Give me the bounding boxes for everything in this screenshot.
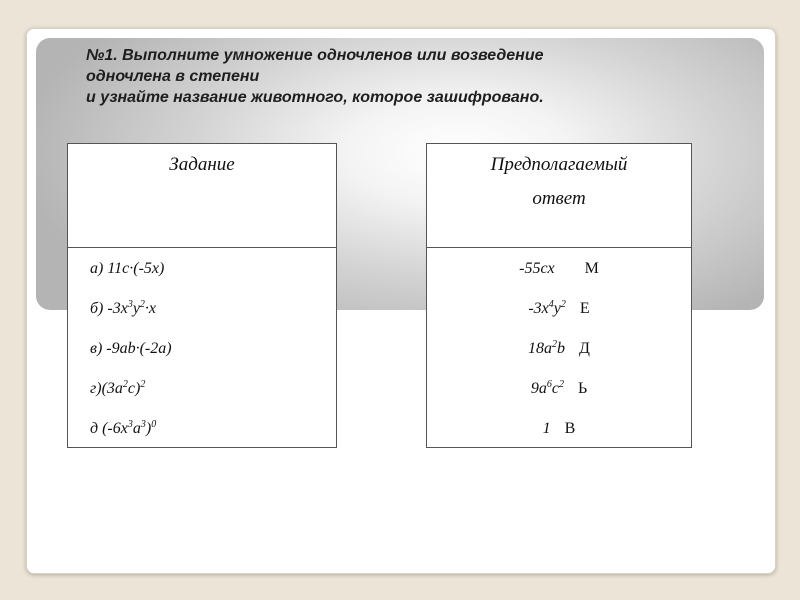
answer-5-expr: 1 bbox=[542, 420, 551, 437]
task-row-a bbox=[68, 254, 336, 294]
answer-row-1 bbox=[427, 254, 691, 294]
task-d-exp: 0 bbox=[151, 419, 157, 430]
answer-1-expr: -55cx bbox=[519, 260, 555, 277]
task-b-part: ·x bbox=[144, 300, 157, 317]
answer-table-header bbox=[427, 144, 691, 248]
answer-header-line-1: Предполагаемый bbox=[490, 154, 628, 175]
task-row-g bbox=[68, 374, 336, 414]
task-d-exp: 3 bbox=[127, 419, 133, 430]
task-g-exp: 2 bbox=[140, 379, 146, 390]
exercise-heading bbox=[86, 45, 726, 108]
answer-4-exp: 2 bbox=[558, 379, 564, 390]
task-row-b bbox=[68, 294, 336, 334]
answer-5-letter: В bbox=[564, 420, 576, 437]
answer-3-part: 18a bbox=[528, 340, 553, 357]
task-d-part: ) bbox=[145, 420, 152, 437]
task-v-text: в) -9ab·(-2a) bbox=[90, 340, 172, 357]
task-d-exp: 3 bbox=[140, 419, 146, 430]
task-b-exp: 2 bbox=[139, 299, 145, 310]
answer-3-exp: 2 bbox=[552, 339, 558, 350]
answer-1-letter: М bbox=[584, 260, 599, 277]
answer-2-letter: Е bbox=[579, 300, 590, 317]
answer-2-exp: 2 bbox=[560, 299, 566, 310]
heading-line-1: №1. Выполните умножение одночленов или возведение bbox=[86, 47, 544, 64]
answer-table bbox=[426, 143, 692, 448]
answer-header-line-2: ответ bbox=[532, 188, 586, 209]
answer-3-expr bbox=[528, 334, 565, 364]
task-g-exp: 2 bbox=[122, 379, 128, 390]
task-d-part: д (-6x bbox=[90, 420, 128, 437]
task-table bbox=[67, 143, 337, 448]
task-g-part: г)(3a bbox=[90, 380, 123, 397]
task-d-part: a bbox=[132, 420, 141, 437]
answer-row-2 bbox=[427, 294, 691, 334]
answer-4-exp: 6 bbox=[546, 379, 552, 390]
answer-2-exp: 4 bbox=[548, 299, 554, 310]
answer-4-expr bbox=[531, 374, 564, 404]
task-b-part: y bbox=[132, 300, 140, 317]
heading-line-2: одночлена в степени bbox=[86, 68, 260, 85]
heading-line-3: и узнайте название животного, которое зашифровано. bbox=[86, 89, 544, 106]
answer-4-part: c bbox=[551, 380, 559, 397]
answer-3-letter: Д bbox=[579, 340, 590, 357]
answer-2-part: -3x bbox=[528, 300, 549, 317]
answer-row-5 bbox=[427, 414, 691, 454]
task-b-part: б) -3x bbox=[90, 300, 128, 317]
task-row-d bbox=[68, 414, 336, 454]
answer-4-part: 9a bbox=[530, 380, 547, 397]
task-row-v bbox=[68, 334, 336, 374]
answer-3-part: b bbox=[557, 340, 566, 357]
answer-row-3 bbox=[427, 334, 691, 374]
task-table-header: Задание bbox=[68, 144, 336, 248]
task-g-part: c) bbox=[127, 380, 141, 397]
answer-2-part: y bbox=[553, 300, 561, 317]
task-a-text: а) 11c·(-5x) bbox=[90, 260, 165, 277]
answer-2-expr bbox=[528, 294, 566, 324]
task-b-exp: 3 bbox=[127, 299, 133, 310]
answer-4-letter: Ь bbox=[577, 380, 588, 397]
answer-row-4 bbox=[427, 374, 691, 414]
